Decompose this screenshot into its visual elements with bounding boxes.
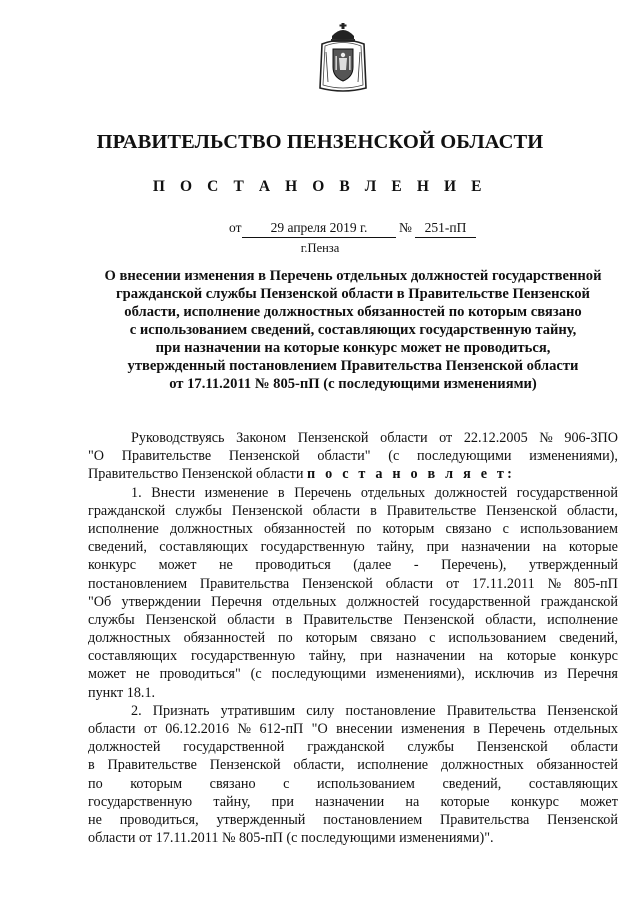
item-1-line (88, 629, 618, 647)
word: Пензенской (547, 811, 618, 828)
word: проводиться, (119, 811, 199, 828)
item-1-line (88, 520, 618, 538)
word: должностных (88, 630, 171, 647)
word: Пензенской (486, 502, 557, 519)
word: Правительства (446, 702, 537, 719)
word: связано (209, 775, 256, 792)
word: не (88, 811, 102, 828)
word: при (426, 539, 449, 556)
word: по (88, 775, 103, 792)
word: службы (407, 739, 455, 756)
word: сведений, (442, 775, 502, 792)
word: исполнение (357, 757, 429, 774)
word: Перечень), (441, 557, 507, 574)
word: внесении (336, 721, 393, 737)
word: тайну, (213, 793, 251, 810)
word: использованием (448, 630, 547, 647)
word: от (446, 575, 460, 592)
word: по (356, 520, 372, 537)
item-2-line (88, 738, 618, 756)
word: конкурс (569, 648, 618, 665)
number-prefix: № (399, 220, 412, 235)
word: сведений, (559, 630, 618, 647)
word: назначении (396, 648, 466, 665)
word: изменения (400, 721, 465, 737)
word: составляющих (159, 539, 249, 556)
item-2-line (88, 702, 618, 720)
word: последующими (417, 448, 512, 465)
body-line (88, 447, 618, 465)
word: при (271, 793, 294, 810)
word: гражданской (307, 739, 385, 756)
word: отдельных (360, 484, 426, 501)
word: государственную (190, 648, 296, 665)
word: проводиться" (159, 666, 241, 683)
word: государственную (88, 793, 193, 810)
word: Перечня (567, 666, 618, 683)
word: которым (305, 630, 358, 647)
item-1-line (88, 665, 618, 683)
word: которым (382, 520, 435, 537)
word: от (439, 430, 453, 446)
word: Перечень (294, 484, 352, 501)
item-1-line (88, 593, 618, 611)
document-subject (86, 267, 620, 393)
item-1-line (88, 502, 618, 520)
word: должностей (88, 739, 161, 756)
word: использованием (520, 520, 618, 537)
word: постановление (345, 702, 436, 719)
word: изменениями), (529, 448, 618, 465)
word: постановлением (323, 811, 423, 828)
word: Правительства (199, 575, 290, 592)
word: Пензенской (228, 448, 300, 465)
word: области (380, 430, 428, 446)
word: связано (370, 630, 417, 647)
word: области (385, 575, 434, 592)
word: отдельных (553, 721, 618, 737)
word: исполнение (547, 611, 618, 628)
word: области" (317, 448, 371, 465)
body-text: Правительство Пензенской области (88, 466, 304, 483)
resolves-keyword: п о с т а н о в л я е т: (307, 466, 516, 483)
item-1-line (88, 611, 618, 629)
word: тайну, (308, 648, 347, 665)
word: назначении (315, 793, 385, 810)
word: области, (293, 757, 345, 774)
word: должностей (346, 593, 420, 610)
word: может (88, 666, 126, 683)
item-2-line (88, 756, 618, 774)
subject-line: с использованием сведений, составляющих государственную тайну, (129, 322, 577, 338)
word: Пензенской (302, 575, 373, 592)
subject-line: утвержденный постановлением Правительства Пензенской области (127, 358, 579, 374)
word: в (277, 484, 285, 501)
word: утверждении (121, 593, 201, 610)
word: государственную (260, 539, 365, 556)
word: в (473, 721, 480, 737)
subject-line: от 17.11.2011 № 805-пП (с последующими изменениями) (169, 376, 537, 392)
subject-line: гражданской службы Пензенской области в Правительстве Пензенской (116, 286, 590, 302)
word: гражданской (88, 502, 166, 519)
word: 06.12.2016 (165, 721, 230, 737)
word: из (544, 666, 558, 683)
word: с (429, 630, 436, 647)
word: конкурс (88, 557, 137, 574)
word: Правительстве (386, 502, 477, 519)
government-title: ПРАВИТЕЛЬСТВО ПЕНЗЕНСКОЙ ОБЛАСТИ (96, 131, 544, 153)
subject-line: при назначении на которые конкурс может не проводиться, (155, 340, 551, 356)
word: гражданской (540, 593, 618, 610)
word: конкурс (510, 793, 559, 810)
word: 2. (131, 702, 142, 719)
item-2-line (88, 793, 618, 811)
word: не (218, 557, 233, 574)
word: области, (485, 611, 537, 628)
word: изменениями), (376, 666, 465, 683)
word: Руководствуясь (131, 430, 225, 446)
word: обязанностей (183, 630, 266, 647)
word: Правительстве (121, 448, 212, 465)
word: Пензенской (297, 430, 369, 446)
document-number: 251-пП (415, 220, 476, 238)
document-type-heading: П О С Т А Н О В Л Е Н И Е (152, 178, 488, 195)
word: которые (506, 648, 556, 665)
body-line (88, 465, 618, 483)
word: исполнение (88, 520, 159, 537)
word: (с (388, 448, 400, 465)
word: Внести (151, 484, 196, 501)
word: в (88, 757, 95, 774)
word: Правительства (440, 811, 530, 828)
date-prefix: от (229, 220, 242, 235)
word: в (370, 502, 377, 519)
word: не (135, 666, 150, 683)
word: которые (440, 793, 490, 810)
word: области (570, 739, 618, 756)
word: сведений, (88, 539, 147, 556)
word: с (283, 775, 290, 792)
coat-of-arms-emblem (318, 22, 368, 94)
item-1-line: пункт 18.1. (88, 684, 156, 701)
word: Пензенской (403, 611, 475, 628)
subject-line: О внесении изменения в Перечень отдельных должностей государственной (104, 268, 602, 284)
word: составляющих (528, 775, 618, 792)
word: утвержденный (529, 557, 618, 574)
word: Правительстве (107, 757, 197, 774)
item-1-line (88, 647, 618, 665)
word: изменение (204, 484, 269, 501)
word: 22.12.2005 (463, 430, 528, 446)
word: в (285, 611, 293, 628)
word: обязанностей (264, 520, 346, 537)
word: на (542, 539, 557, 556)
word: Пензенской (209, 757, 281, 774)
word: Правительстве (303, 611, 393, 628)
word: которым (130, 775, 183, 792)
document-body (88, 429, 618, 847)
word: Перечня (211, 593, 262, 610)
word: Перечень (488, 721, 546, 737)
word: должностей (434, 484, 508, 501)
word: государственной (429, 593, 531, 610)
word: области (227, 611, 275, 628)
word: № (237, 721, 252, 737)
word: службы (175, 502, 222, 519)
item-1-line (88, 538, 618, 556)
subject-line: области, исполнение должностных обязанностей по которым связано (124, 304, 582, 320)
word: проводиться (255, 557, 331, 574)
word: (далее (353, 557, 392, 574)
word: Пензенской (145, 611, 217, 628)
word: "Об (88, 593, 112, 610)
word: "О (88, 448, 105, 465)
word: отдельных (272, 593, 337, 610)
word: исключив (474, 666, 535, 683)
word: силу (306, 702, 335, 719)
word: использованием (317, 775, 415, 792)
item-2-line (88, 775, 618, 793)
word: связано (445, 520, 492, 537)
word: с (502, 520, 509, 537)
item-1-line (88, 575, 618, 593)
word: обязанностей (536, 757, 618, 774)
word: области (312, 502, 361, 519)
word: может (158, 557, 197, 574)
item-2-line (88, 811, 618, 829)
word: которые (568, 539, 618, 556)
word: назначении (461, 539, 531, 556)
word: государственной (516, 484, 618, 501)
item-2-line (88, 720, 618, 738)
word: 612-пП (259, 721, 304, 737)
item-2-line: области от 17.11.2011 № 805-пП (с последующими изменениями)". (88, 830, 494, 847)
city-label: г.Пенза (300, 241, 340, 255)
word: - (413, 557, 419, 574)
item-1-line (88, 556, 618, 574)
word: Пензенской (547, 702, 618, 719)
word: Законом (236, 430, 287, 446)
word: при (359, 648, 383, 665)
word: последующими (271, 666, 367, 683)
word: утратившим (220, 702, 296, 719)
word: может (580, 793, 618, 810)
word: № (539, 430, 553, 446)
word: должностных (170, 520, 253, 537)
word: службы (88, 611, 135, 628)
word: Пензенской (476, 739, 548, 756)
word: "О (311, 721, 328, 737)
word: Пензенской (231, 502, 303, 519)
word: № (547, 575, 562, 592)
word: области (88, 721, 136, 737)
word: по (277, 630, 293, 647)
word: 906-ЗПО (564, 430, 618, 446)
word: на (479, 648, 493, 665)
word: Признать (152, 702, 210, 719)
word: утвержденный (216, 811, 306, 828)
word: государственной (183, 739, 285, 756)
document-date: 29 апреля 2019 г. (242, 220, 396, 238)
word: должностных (440, 757, 524, 774)
word: 805-пП (574, 575, 618, 592)
word: на (405, 793, 420, 810)
item-1-line (88, 484, 618, 502)
word: от (143, 721, 157, 737)
word: 1. (131, 484, 142, 501)
body-line (88, 429, 618, 447)
word: постановлением (88, 575, 188, 592)
word: области, (566, 502, 618, 519)
word: 17.11.2011 (471, 575, 535, 592)
word: составляющих (88, 648, 178, 665)
word: тайну, (377, 539, 415, 556)
word: (с (250, 666, 262, 683)
